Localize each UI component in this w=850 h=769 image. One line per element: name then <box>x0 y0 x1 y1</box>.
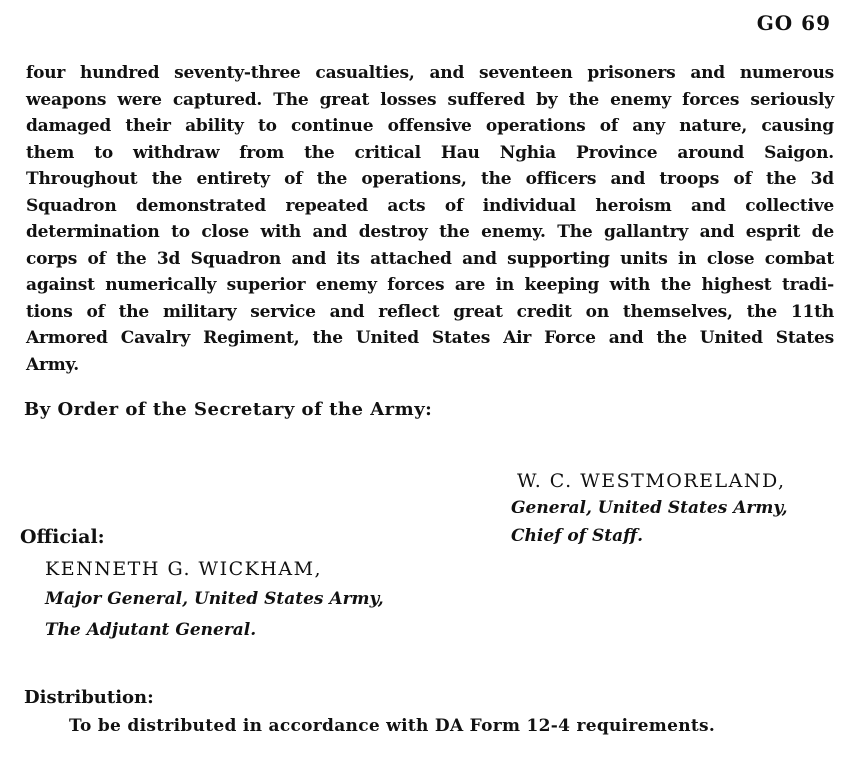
order-authority-line: By Order of the Secretary of the Army: <box>24 399 433 420</box>
adjutant-general-position: The Adjutant General. <box>45 620 257 640</box>
paragraph-line: Army. <box>26 354 79 375</box>
adjutant-general-rank: Major General, United States Army, <box>45 589 384 609</box>
chief-of-staff-signature-block <box>511 468 788 550</box>
distribution-text: To be distributed in accordance with DA Form 12-4 requirements. <box>69 716 716 736</box>
paragraph-line: four hundred seventy-three casualties, and seventeen prisoners and numerous <box>26 63 834 83</box>
citation-paragraph <box>26 60 834 378</box>
paragraph-line: against numerically superior enemy forces are in keeping with the highest tradi- <box>26 275 834 295</box>
paragraph-line: them to withdraw from the critical Hau Nghia Province around Saigon. <box>26 142 834 163</box>
paragraph-line: tions of the military service and reflect great credit on themselves, the 11th <box>26 301 834 322</box>
paragraph-line: Armored Cavalry Regiment, the United States Air Force and the United States <box>26 328 834 348</box>
paragraph-line: weapons were captured. The great losses suffered by the enemy forces seriously <box>26 89 834 110</box>
distribution-label: Distribution: <box>24 687 154 708</box>
paragraph-line: corps of the 3d Squadron and its attached and supporting units in close combat <box>26 248 834 269</box>
paragraph-line: Throughout the entirety of the operations, the officers and troops of the 3d <box>26 169 834 189</box>
chief-of-staff-position: Chief of Staff. <box>511 526 644 546</box>
paragraph-line: damaged their ability to continue offensive operations of any nature, causing <box>26 116 834 136</box>
chief-of-staff-name: W. C. WESTMORELAND, <box>517 470 786 492</box>
paragraph-line: determination to close with and destroy the enemy. The gallantry and esprit de <box>26 222 834 242</box>
adjutant-general-signature-block <box>45 556 384 644</box>
adjutant-general-name: KENNETH G. WICKHAM, <box>45 558 323 580</box>
chief-of-staff-rank: General, United States Army, <box>511 498 788 518</box>
paragraph-line: Squadron demonstrated repeated acts of individual heroism and collective <box>26 195 834 216</box>
general-order-number: GO 69 <box>756 11 831 35</box>
official-label: Official: <box>20 526 105 548</box>
